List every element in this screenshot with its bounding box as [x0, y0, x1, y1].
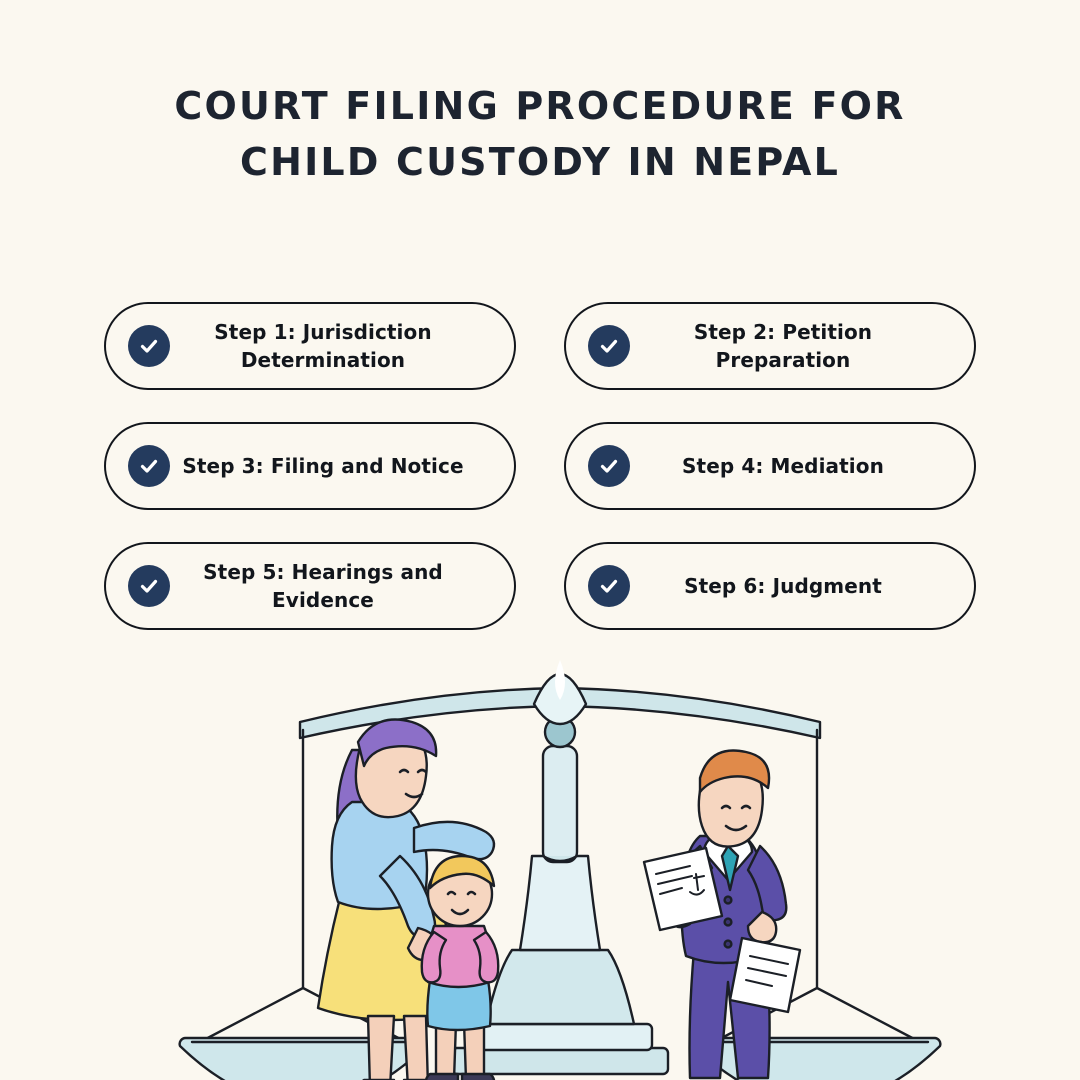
step-item-6[interactable]: [564, 542, 976, 630]
scale-column: [543, 746, 577, 862]
check-icon: [588, 445, 630, 487]
step-item-4[interactable]: [564, 422, 976, 510]
check-icon: [588, 565, 630, 607]
legal-document-secondary: [730, 938, 800, 1012]
page-title: [0, 78, 1080, 190]
step-item-label: Step 4: Mediation: [682, 454, 884, 478]
step-item-label: Step 6: Judgment: [684, 574, 882, 598]
step-item-label: Step 5: Hearings and Evidence: [203, 560, 443, 612]
page-title-line-1: COURT FILING PROCEDURE FOR: [174, 84, 906, 128]
steps-list: [104, 302, 976, 630]
check-icon: [588, 325, 630, 367]
step-item-label: Step 2: Petition Preparation: [693, 320, 873, 372]
step-item-label: Step 1: Jurisdiction Determination: [214, 320, 432, 372]
step-item-2[interactable]: [564, 302, 976, 390]
step-item-3[interactable]: [104, 422, 516, 510]
lawyer-figure: [644, 750, 800, 1080]
step-item-5[interactable]: [104, 542, 516, 630]
check-icon: [128, 445, 170, 487]
check-icon: [128, 325, 170, 367]
page-title-line-2: CHILD CUSTODY IN NEPAL: [240, 140, 840, 184]
step-item-1[interactable]: [104, 302, 516, 390]
step-item-label: Step 3: Filing and Notice: [182, 454, 464, 478]
check-icon: [128, 565, 170, 607]
justice-scale-illustration: [0, 650, 1080, 1080]
